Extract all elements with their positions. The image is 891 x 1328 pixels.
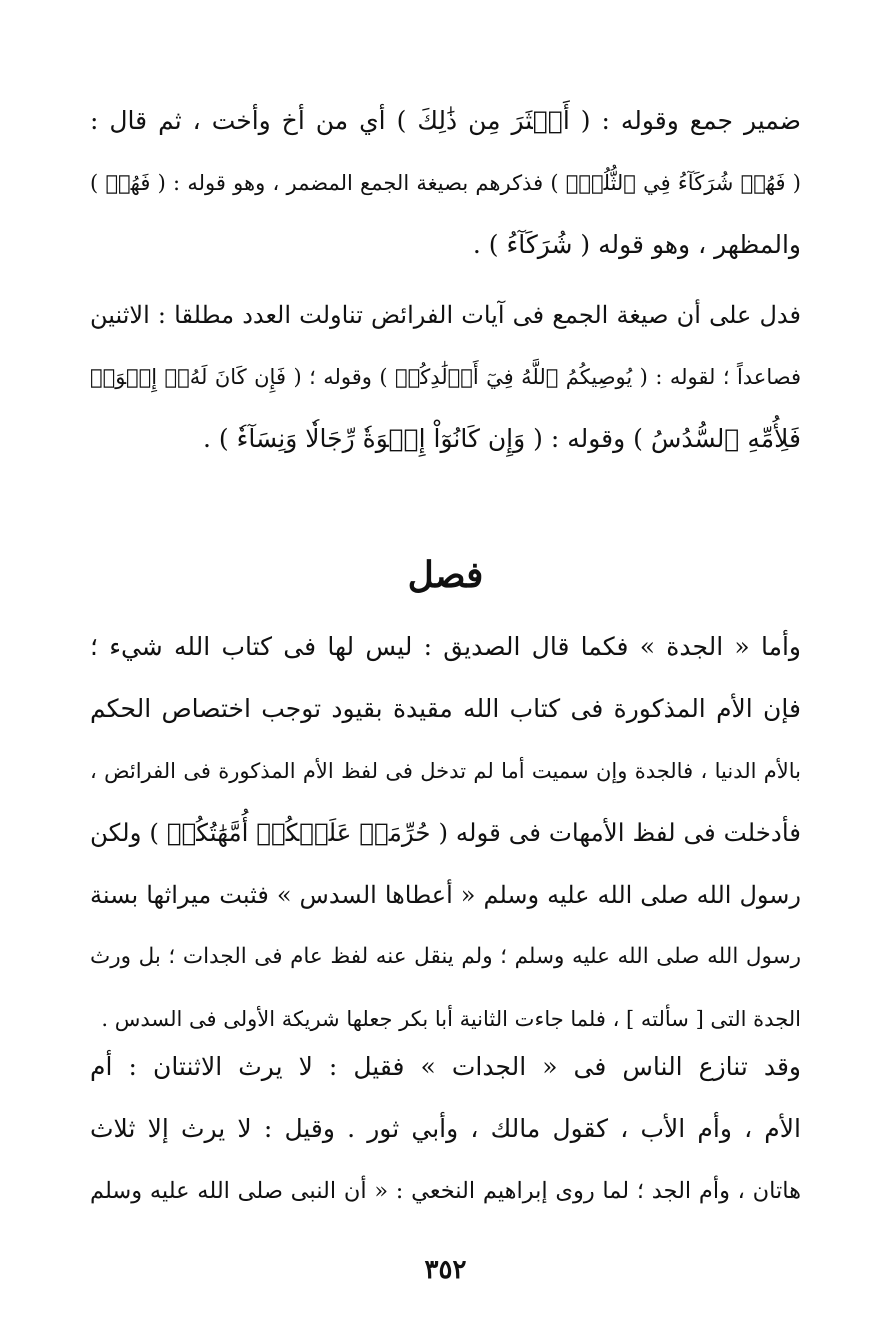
text-line: بالأم الدنيا ، فالجدة وإن سميت أما لم تدخل فى لفظ الأم المذكورة فى الفرائض ، — [90, 759, 801, 783]
paragraph-4 — [90, 1036, 801, 1222]
text-line: والمظهر ، وهو قوله ( شُرَكَآءُ ) . — [472, 230, 801, 259]
text-line: رسول الله صلى الله عليه وسلم « أعطاها السدس » فثبت ميراثها بسنة — [90, 881, 801, 909]
text-line: وقد تنازع الناس فى « الجدات » فقيل : لا يرث الاثنتان : أم — [90, 1052, 801, 1081]
text-line: ( فَهُمۡ شُرَكَآءُ فِي ٱلثُّلُثِۚ ) فذكرهم بصيغة الجمع المضمر ، وهو قوله : ( فَهُمۡ ) — [90, 171, 801, 195]
paragraph-1 — [90, 90, 801, 276]
text-line: فَلِأُمِّهِ ٱلسُّدُسُ ) وقوله : ( وَإِن كَانُوٓاْ إِخۡوَةٗ رِّجَالٗا وَنِسَآءٗ ) . — [203, 424, 801, 453]
page-number: ٣٥٢ — [424, 1255, 467, 1285]
text-line: الجدة التى [ سألته ] ، فلما جاءت الثانية أبا بكر جعلها شريكة الأولى فى السدس . — [101, 1007, 801, 1031]
text-line: فدل على أن صيغة الجمع فى آيات الفرائض تناولت العدد مطلقا : الاثنين — [90, 301, 801, 329]
text-line: ضمير جمع وقوله : ( أَكۡثَرَ مِن ذَٰلِكَ ) أي من أخ وأخت ، ثم قال : — [90, 106, 801, 135]
text-line: فأدخلت فى لفظ الأمهات فى قوله ( حُرِّمَتۡ عَلَيۡكُمۡ أُمَّهَٰتُكُمۡ ) ولكن — [90, 818, 801, 847]
paragraph-2 — [90, 284, 801, 470]
section-heading: فصل — [407, 554, 484, 596]
text-line: رسول الله صلى الله عليه وسلم ؛ ولم ينقل عنه لفظ عام فى الجدات ؛ بل ورث — [90, 944, 801, 969]
text-line: فإن الأم المذكورة فى كتاب الله مقيدة بقيود توجب اختصاص الحكم — [90, 694, 801, 723]
text-line: هاتان ، وأم الجد ؛ لما روى إبراهيم النخعي : « أن النبى صلى الله عليه وسلم — [90, 1178, 801, 1204]
text-line: فصاعداً ؛ لقوله : ( يُوصِيكُمُ ٱللَّهُ فِيٓ أَوۡلَٰدِكُمۡ ) وقوله ؛ ( فَإِن كَانَ لَهُۥٓ إِخۡوَةٞ — [90, 365, 801, 389]
text-line: الأم ، وأم الأب ، كقول مالك ، وأبي ثور . وقيل : لا يرث إلا ثلاث — [90, 1114, 801, 1143]
paragraph-3 — [90, 616, 801, 1050]
text-line: وأما « الجدة » فكما قال الصديق : ليس لها فى كتاب الله شيء ؛ — [90, 632, 801, 661]
